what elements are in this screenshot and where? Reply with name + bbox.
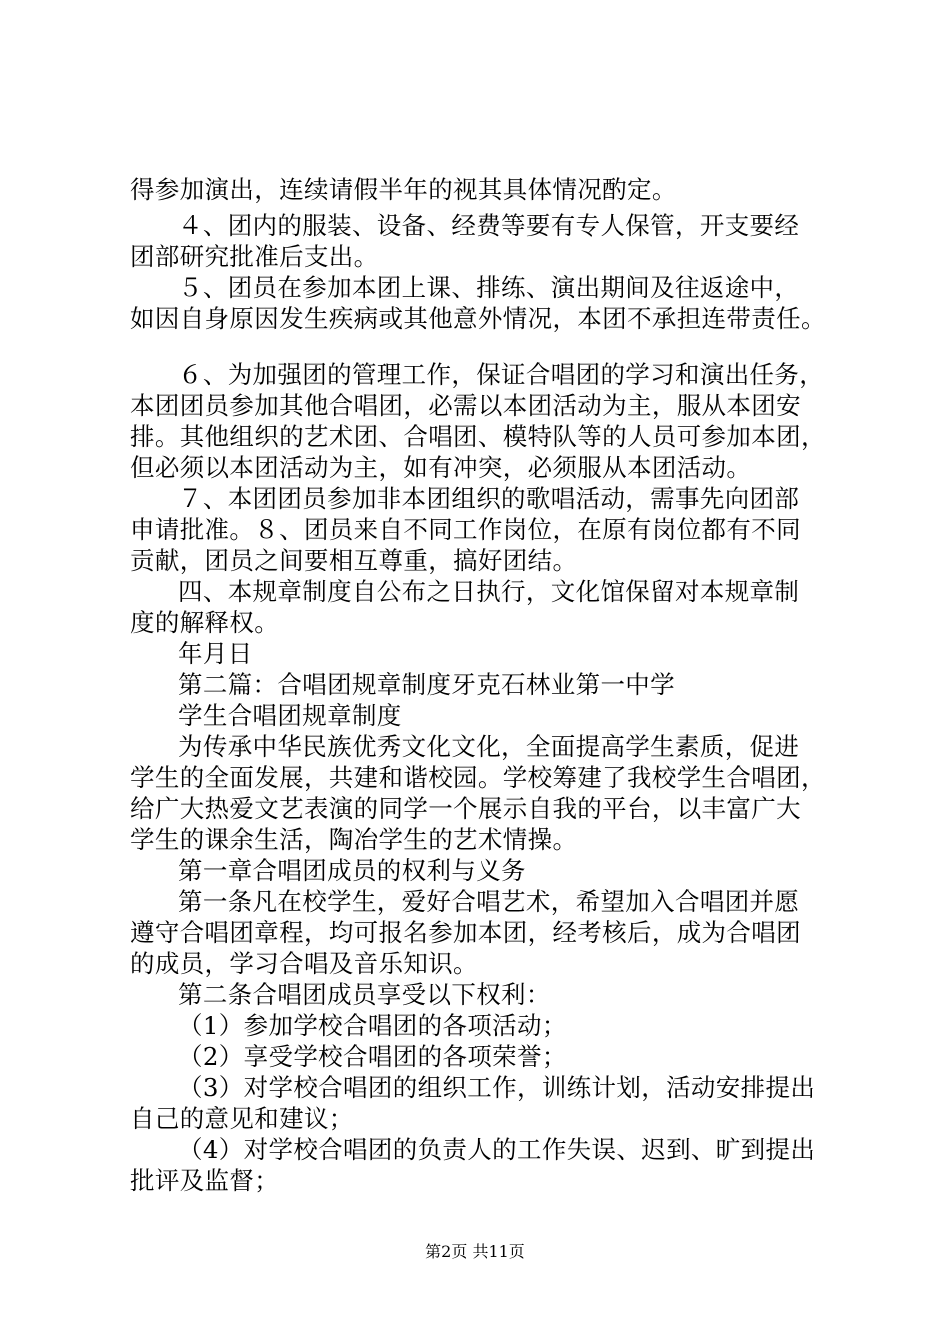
text-line: 学生的全面发展，共建和谐校园。学校筹建了我校学生合唱团， (130, 763, 826, 792)
section-subtitle: 学生合唱团规章制度 (178, 701, 402, 730)
text-line: 自己的意见和建议； (130, 1104, 354, 1133)
text-line: 本团团员参加其他合唱团，必需以本团活动为主，服从本团安 (130, 391, 801, 420)
text-line: 学生的课余生活，陶冶学生的艺术情操。 (130, 825, 578, 854)
text-line: ４、团内的服装、设备、经费等要有专人保管，开支要经 (178, 211, 800, 240)
list-item: （2）享受学校合唱团的各项荣誉； (178, 1042, 567, 1071)
list-item: （1）参加学校合唱团的各项活动； (178, 1011, 567, 1040)
text-line: ７、本团团员参加非本团组织的歌唱活动，需事先向团部 (178, 484, 800, 513)
text-line: 但必须以本团活动为主，如有冲突，必须服从本团活动。 (130, 453, 752, 482)
text-line: 第一条凡在校学生，爱好合唱艺术，希望加入合唱团并愿 (178, 887, 800, 916)
text-line: 团部研究批准后支出。 (130, 242, 379, 271)
text-line: 得参加演出，连续请假半年的视其具体情况酌定。 (130, 175, 677, 204)
text-line: 给广大热爱文艺表演的同学一个展示自我的平台，以丰富广大 (130, 794, 801, 823)
text-line: 批评及监督； (130, 1166, 280, 1195)
text-line: 四、本规章制度自公布之日执行，文化馆保留对本规章制 (178, 577, 800, 606)
text-line: 遵守合唱团章程，均可报名参加本团，经考核后，成为合唱团 (130, 918, 801, 947)
text-line: 为传承中华民族优秀文化文化，全面提高学生素质，促进 (178, 732, 800, 761)
text-line: ６、为加强团的管理工作，保证合唱团的学习和演出任务， (178, 360, 825, 389)
page-number-footer: 第2页 共11页 (425, 1242, 525, 1261)
text-line: 年月日 (178, 639, 253, 668)
text-line: 申请批准。８、团员来自不同工作岗位，在原有岗位都有不同 (130, 515, 801, 544)
text-line: 如因自身原因发生疾病或其他意外情况，本团不承担连带责任。 (130, 304, 826, 333)
text-line: 贡献，团员之间要相互尊重，搞好团结。 (130, 546, 578, 575)
text-line: 度的解释权。 (130, 608, 280, 637)
text-line: 排。其他组织的艺术团、合唱团、模特队等的人员可参加本团， (130, 422, 826, 451)
list-item: （3）对学校合唱团的组织工作，训练计划，活动安排提出 (178, 1073, 816, 1102)
text-line: 的成员，学习合唱及音乐知识。 (130, 949, 478, 978)
list-item: （4）对学校合唱团的负责人的工作失误、迟到、旷到提出 (178, 1135, 816, 1164)
chapter-heading: 第一章合唱团成员的权利与义务 (178, 856, 526, 885)
text-line: 第二条合唱团成员享受以下权利： (178, 980, 551, 1009)
section-title: 第二篇：合唱团规章制度牙克石林业第一中学 (178, 670, 675, 699)
text-line: ５、团员在参加本团上课、排练、演出期间及往返途中， (178, 273, 800, 302)
